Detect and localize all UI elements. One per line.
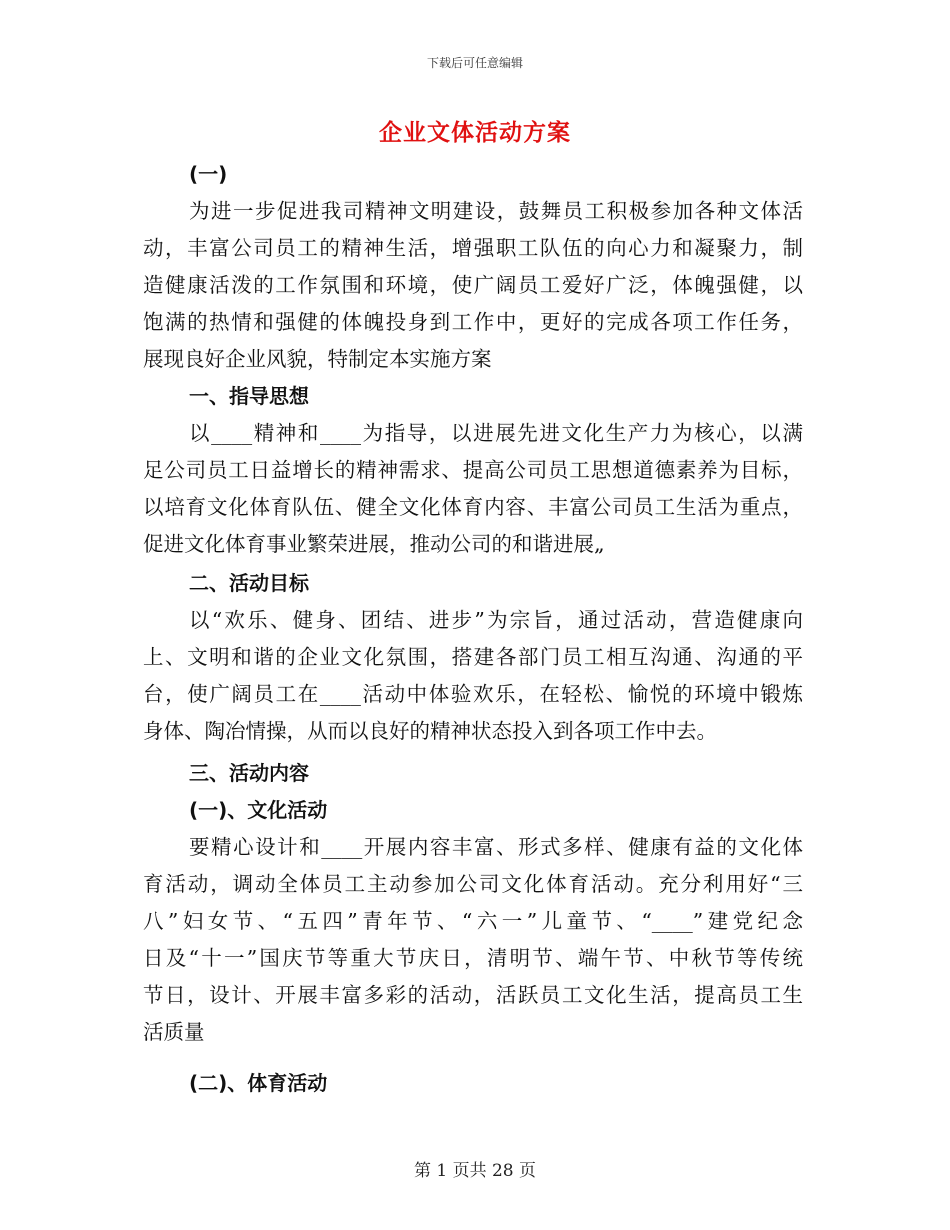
- section-label: (一): [189, 162, 228, 186]
- paragraph-line: 动，丰富公司员工的精神生活，增强职工队伍的向心力和凝聚力，制: [143, 236, 803, 260]
- document-title: 企业文体活动方案: [379, 119, 571, 146]
- paragraph-line: 展现良好企业风貌，特制定本实施方案: [143, 347, 492, 371]
- paragraph-line: 节日，设计、开展丰富多彩的活动，活跃员工文化生活，提高员工生: [143, 983, 803, 1007]
- intro-paragraph: [143, 193, 803, 378]
- paragraph-line: 为进一步促进我司精神文明建设，鼓舞员工积极参加各种文体活: [189, 199, 803, 223]
- paragraph-line: 上、文明和谐的企业文化氛围，搭建各部门员工相互沟通、沟通的平: [143, 645, 803, 669]
- culture-paragraph: [143, 829, 803, 1051]
- paragraph-line: 活质量: [143, 1020, 205, 1044]
- paragraph-line: 以____精神和____为指导，以进展先进文化生产力为核心，以满: [189, 421, 803, 445]
- guiding-paragraph: [143, 415, 803, 563]
- page-header: 下载后可任意编辑: [426, 56, 523, 70]
- goals-paragraph: [143, 602, 803, 750]
- subsection-heading: (一)、文化活动: [189, 798, 328, 822]
- paragraph-line: 要精心设计和____开展内容丰富、形式多样、健康有益的文化体: [189, 835, 803, 859]
- paragraph-line: 八”妇女节、“五四”青年节、“六一”儿童节、“____”建党纪念: [143, 909, 803, 933]
- paragraph-line: 促进文化体育事业繁荣进展，推动公司的和谐进展„: [143, 532, 605, 556]
- section-heading: 二、活动目标: [189, 571, 309, 595]
- page-footer: 第 1 页共 28 页: [413, 1161, 537, 1181]
- paragraph-line: 以培育文化体育队伍、健全文化体育内容、丰富公司员工生活为重点，: [143, 495, 803, 519]
- paragraph-line: 饱满的热情和强健的体魄投身到工作中，更好的完成各项工作任务，: [143, 310, 803, 334]
- paragraph-line: 以“欢乐、健身、团结、进步”为宗旨，通过活动，营造健康向: [189, 608, 803, 632]
- paragraph-line: 台，使广阔员工在____活动中体验欢乐，在轻松、愉悦的环境中锻炼: [143, 682, 803, 706]
- paragraph-line: 造健康活泼的工作氛围和环境，使广阔员工爱好广泛，体魄强健，以: [143, 273, 803, 297]
- section-heading: 三、活动内容: [189, 761, 309, 785]
- subsection-heading: (二)、体育活动: [189, 1071, 328, 1095]
- document-body: [143, 156, 803, 1102]
- paragraph-line: 日及“十一”国庆节等重大节庆日，清明节、端午节、中秋节等传统: [143, 946, 803, 970]
- section-heading: 一、指导思想: [189, 384, 309, 408]
- paragraph-line: 身体、陶冶情操，从而以良好的精神状态投入到各项工作中去。: [143, 719, 717, 743]
- paragraph-line: 育活动，调动全体员工主动参加公司文化体育活动。充分利用好“三: [143, 872, 803, 896]
- paragraph-line: 足公司员工日益增长的精神需求、提高公司员工思想道德素养为目标，: [143, 458, 803, 482]
